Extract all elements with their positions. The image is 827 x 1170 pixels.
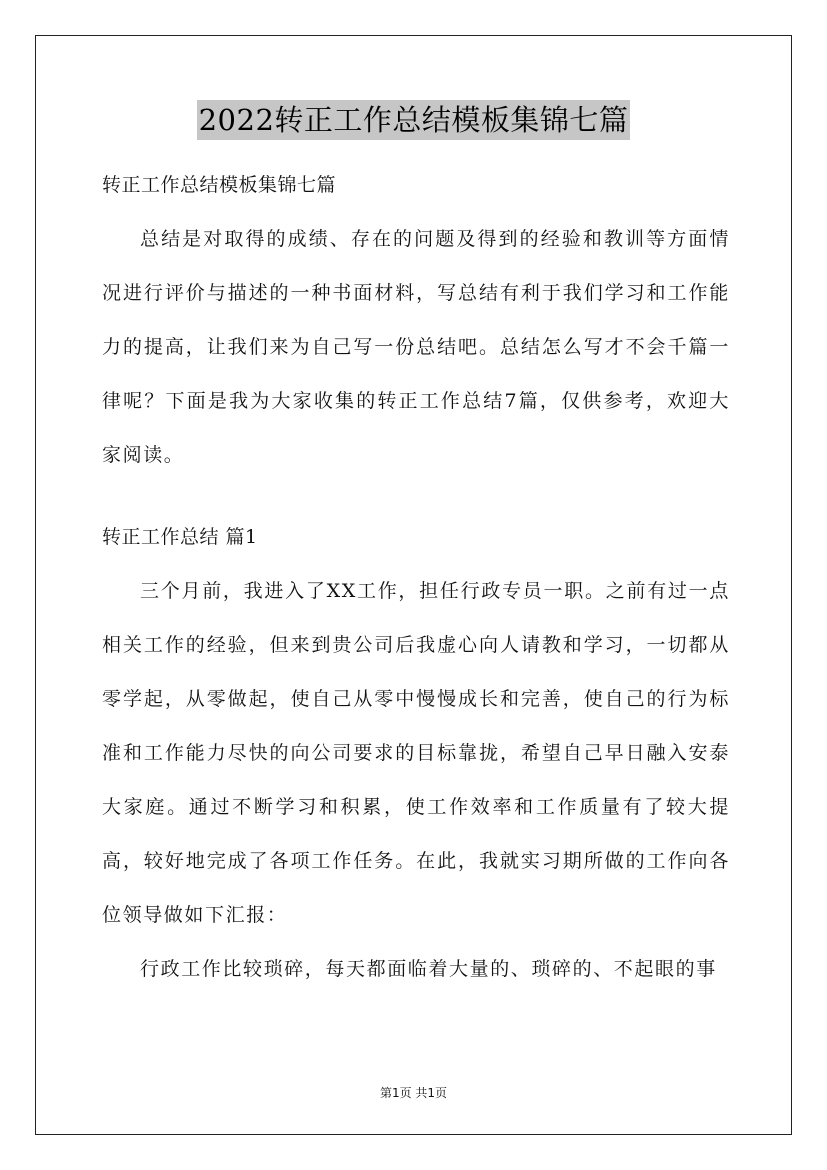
intro-paragraph: 总结是对取得的成绩、存在的问题及得到的经验和教训等方面情况进行评价与描述的一种书面材料，写总结有利于我们学习和工作能力的提高，让我们来为自己写一份总结吧。总结怎么写才不会千篇一律呢？下面是我为大家收集的转正工作总结7篇，仅供参考，欢迎大家阅读。 (102, 228, 730, 466)
section-paragraph: 三个月前，我进入了XX工作，担任行政专员一职。之前有过一点相关工作的经验，但来到贵公司后我虚心向人请教和学习，一切都从零学起，从零做起，使自己从零中慢慢成长和完善，使自己的行为标准和工作能力尽快的向公司要求的目标靠拢，希望自己早日融入安泰大家庭。通过不断学习和积累，使工作效率和工作质量有了较大提高，较好地完成了各项工作任务。在此，我就实习期所做的工作向各位领导做如下汇报： (102, 580, 730, 926)
section-heading: 转正工作总结 篇1 (102, 526, 258, 548)
section-paragraph-continued: 行政工作比较琐碎，每天都面临着大量的、琐碎的、不起眼的事 (140, 958, 717, 980)
document-body (102, 175, 730, 996)
document-title: 2022转正工作总结模板集锦七篇 (197, 100, 631, 140)
title-wrap (0, 100, 827, 140)
document-subtitle: 转正工作总结模板集锦七篇 (102, 174, 337, 196)
page-footer: 第1页 共1页 (379, 1086, 448, 1100)
